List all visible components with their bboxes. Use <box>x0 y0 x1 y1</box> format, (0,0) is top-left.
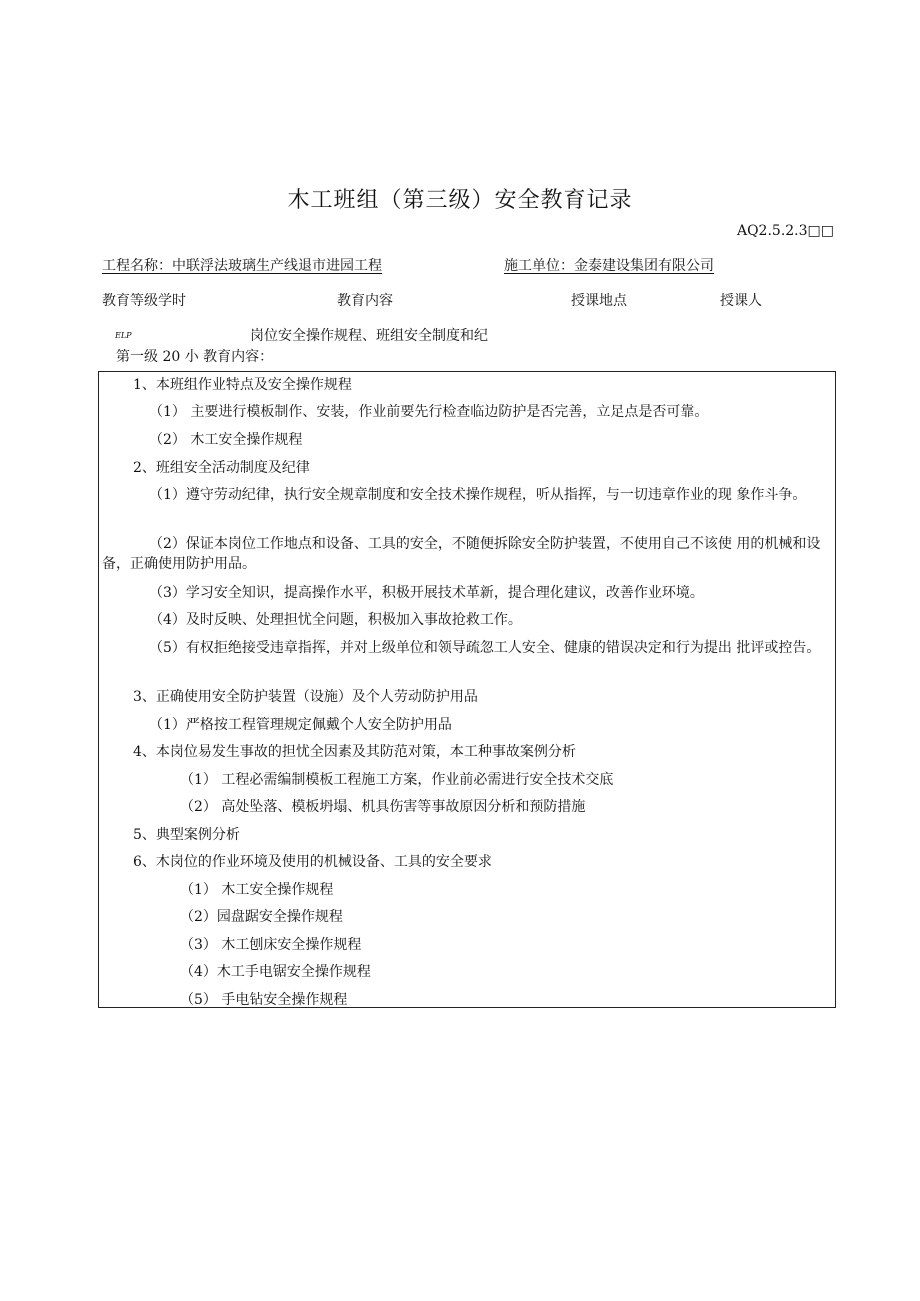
section-2-item-4: （4）及时反映、处理担忧全问题，积极加入事故抢救工作。 <box>149 612 522 628</box>
section-6-item-1: （1） 木工安全操作规程 <box>180 882 334 898</box>
section-6-item-5: （5） 手电钻安全操作规程 <box>180 992 348 1008</box>
section-2-item-1: （1）遵守劳动纪律，执行安全规章制度和安全技术操作规程，听从指挥，与一切违章作业的现 象作斗争。 <box>149 487 807 503</box>
section-2-heading: 2、班组安全活动制度及纪律 <box>133 460 310 476</box>
section-5-heading: 5、典型案例分析 <box>133 827 240 843</box>
section-1-item-1: （1） 主要进行模板制作、安装，作业前要先行检查临边防护是否完善，立足点是否可靠。 <box>149 404 709 420</box>
document-code: AQ2.5.2.3□□ <box>736 223 834 239</box>
column-location: 授课地点 <box>571 293 627 309</box>
section-4-item-1: （1） 工程必需编制模板工程施工方案，作业前必需进行安全技术交底 <box>180 772 614 788</box>
section-6-heading: 6、木岗位的作业环境及使用的机械设备、工具的安全要求 <box>133 854 492 870</box>
project-name: 工程名称：中联浮法玻璃生产线退市进园工程 <box>102 258 382 274</box>
section-3-item-1: （1）严格按工程管理规定佩戴个人安全防护用品 <box>149 717 452 733</box>
section-2-item-3: （3）学习安全知识，提高操作水平，积极开展技术革新，提合理化建议，改善作业环境。 <box>149 585 704 601</box>
page-title: 木工班组（第三级）安全教育记录 <box>287 188 633 213</box>
column-level-hours: 教育等级学时 <box>102 293 186 309</box>
small-mark: ELP <box>115 331 132 340</box>
education-content-box <box>98 371 836 1008</box>
section-1-heading: 1、本班组作业特点及安全操作规程 <box>133 377 352 393</box>
row-level-text: 第一级 20 小 教育内容： <box>116 349 274 365</box>
construction-unit: 施工单位：金泰建设集团有限公司 <box>504 258 714 274</box>
section-3-heading: 3、正确使用安全防护装置（设施）及个人劳动防护用品 <box>133 689 478 705</box>
column-content: 教育内容 <box>337 293 393 309</box>
section-6-item-4: （4）木工手电锯安全操作规程 <box>180 964 371 980</box>
section-6-item-2: （2）园盘踞安全操作规程 <box>180 909 343 925</box>
section-6-item-3: （3） 木工刨床安全操作规程 <box>180 937 362 953</box>
column-lecturer: 授课人 <box>720 293 762 309</box>
section-2-item-5: （5）有权拒绝接受违章指挥，并对上级单位和领导疏忽工人安全、健康的错误决定和行为提出 批评或控告。 <box>149 640 821 656</box>
row-content-text: 岗位安全操作规程、班组安全制度和纪 <box>250 328 488 344</box>
section-2-item-2: （2）保证本岗位工作地点和设备、工具的安全，不随便拆除安全防护装置，不使用自己不该使 用的机械和设备，正确使用防护用品。 <box>102 536 821 572</box>
section-4-item-2: （2） 高处坠落、模板坍塌、机具伤害等事故原因分析和预防措施 <box>180 799 586 815</box>
section-1-item-2: （2） 木工安全操作规程 <box>149 432 303 448</box>
section-4-heading: 4、本岗位易发生事故的担忧全因素及其防范对策，本工种事故案例分析 <box>133 744 576 760</box>
